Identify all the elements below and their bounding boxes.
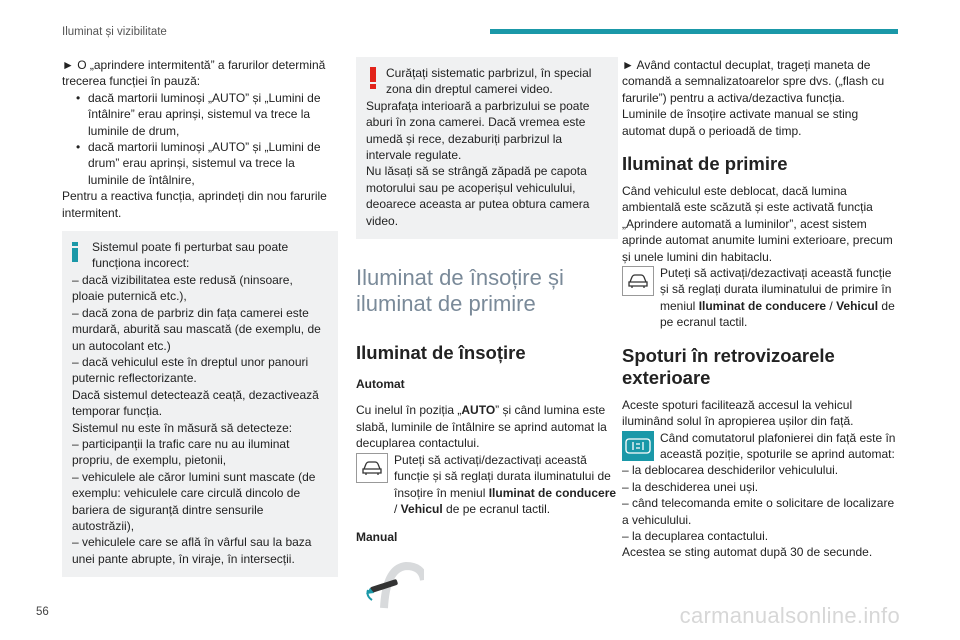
warning-note-head: Curățați sistematic parbrizul, în special zona din dreptul camerei video. xyxy=(366,65,608,98)
info-line: – dacă zona de parbriz din fața camerei este murdară, aburită sau mascată (de exemplu, de un autocolant etc.) xyxy=(72,305,321,353)
steering-stalk-illustration xyxy=(356,560,618,620)
info-line: – participanții la trafic care nu au iluminat propriu, de exemplu, pietonii, xyxy=(72,436,290,468)
info-note-box xyxy=(62,231,338,577)
heading-manual: Manual xyxy=(356,530,398,545)
bullet-item: • dacă martorii luminoși „AUTO” și „Lumini de drum” erau aprinși, sistemul va trece la luminile de întâlnire, xyxy=(76,140,321,187)
courtesy-lamp-icon xyxy=(622,431,654,461)
info-line: – vehiculele ale căror lumini sunt mascate (de exemplu: vehiculele care circulă dincolo de bariera de siguranță dintre sensurile autostrăzii), xyxy=(72,469,316,533)
settings-note: Puteți să activați/dezactivați această funcție și să reglați durata iluminatului de însoțire în meniul Iluminat de conducere / Vehicul de pe ecranul tactil. xyxy=(356,452,618,518)
column-2 xyxy=(356,57,618,620)
car-settings-icon xyxy=(622,266,654,296)
info-line: – dacă vehiculul este în dreptul unor panouri puternic reflectorizante. xyxy=(72,354,309,386)
info-line: Dacă sistemul detectează ceață, dezactivează temporar funcția. xyxy=(72,387,319,419)
spoturi-line: – când telecomanda emite o solicitare de localizare a vehiculului. xyxy=(622,496,895,527)
warning-note-box xyxy=(356,57,618,239)
warning-icon xyxy=(370,67,376,89)
info-icon xyxy=(72,242,78,262)
primire-settings-note: Puteți să activați/dezactivați această funcție și să reglați durata iluminatului de primire în meniul Iluminat de conducere / Vehicul de pe ecranul tactil. xyxy=(622,265,898,331)
column-3 xyxy=(622,57,898,561)
info-line: Sistemul nu este în măsură să detecteze: xyxy=(72,420,293,435)
section-title: Iluminat de însoțire și iluminat de primire xyxy=(356,265,564,317)
spoturi-line: – la decuplarea contactului. xyxy=(622,528,769,543)
column-1 xyxy=(62,57,338,577)
primire-text: Când vehiculul este deblocat, dacă lumina ambientală este scăzută și este activată funcția „Aprindere automată a luminilor”, acest sistem aprinde automat anumite lumini exterioare, precum și unele lumini din habitaclu. xyxy=(622,184,893,264)
warning-text: Nu lăsați să se strângă zăpadă pe capota motorului sau pe acoperișul vehiculului, deoarece aceasta ar putea obtura camera video. xyxy=(366,164,590,228)
warning-text: Suprafața interioară a parbrizului se poate aburi în zona camerei. Dacă vremea este umedă și rece, dezaburiți parbrizul la intervale regulate. xyxy=(366,98,590,163)
page-number: 56 xyxy=(36,606,49,618)
heading-insotire: Iluminat de însoțire xyxy=(356,342,526,364)
heading-spoturi: Spoturi în retrovizoarele exterioare xyxy=(622,344,835,388)
flash-intro: ► O „aprindere intermitentă” a farurilor determină trecerea funcției în pauză: xyxy=(62,58,326,89)
spoturi-line: – la deblocarea deschiderilor vehiculului. xyxy=(622,463,839,478)
car-settings-icon xyxy=(356,453,388,483)
heading-primire: Iluminat de primire xyxy=(622,153,788,175)
watermark: carmanualsonline.info xyxy=(679,603,900,628)
running-header: Iluminat și vizibilitate xyxy=(62,26,167,38)
info-line: – vehiculele care se află în vârful sau la baza unei pante abrupte, în viraje, în intersecții. xyxy=(72,535,312,566)
spoturi-text: Aceste spoturi facilitează accesul la vehicul iluminând solul în apropierea ușilor din față. xyxy=(622,397,854,429)
steering-wheel-icon xyxy=(364,560,424,610)
bullet-item: • dacă martorii luminoși „AUTO” și „Lumini de întâlnire” erau aprinși, sistemul va trece la luminile de drum, xyxy=(76,90,321,138)
info-note-head: Sistemul poate fi perturbat sau poate funcționa incorect: xyxy=(72,239,328,272)
heading-automat: Automat xyxy=(356,377,405,392)
manual-text-2: Luminile de însoțire activate manual se sting automat după o perioadă de timp. xyxy=(622,107,859,138)
header-accent-bar xyxy=(490,29,898,34)
info-line: – dacă vizibilitatea este redusă (ninsoare, ploaie puternică etc.), xyxy=(72,272,293,304)
spoturi-switch-note: Când comutatorul plafonierei din față este în această poziție, spoturile se aprind automat: xyxy=(622,430,898,463)
spoturi-line: Acestea se sting automat după 30 de secunde. xyxy=(622,545,873,560)
reactivate-text: Pentru a reactiva funcția, aprindeți din nou farurile intermitent. xyxy=(62,189,327,220)
manual-text: ► Având contactul decuplat, trageți maneta de comandă a semnalizatoarelor spre dvs. („flash cu farurile”) pentru a activa/dezactiva funcția. xyxy=(622,58,885,105)
spoturi-line: – la deschiderea unei uși. xyxy=(622,479,759,494)
automat-text: Cu inelul în poziția „AUTO” și când lumina este slabă, luminile de întâlnire se aprind automat la decuplarea contactului. xyxy=(356,403,607,451)
